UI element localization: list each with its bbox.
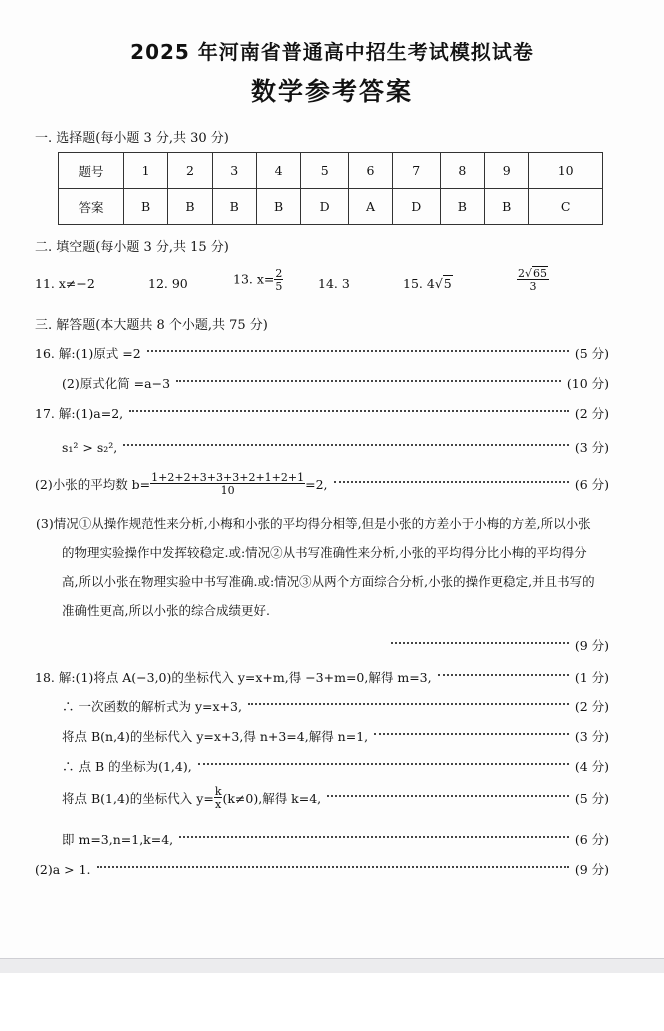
table-cell: D [392,189,440,225]
leader-dots [147,350,569,352]
coefficient: 2 [518,267,525,280]
table-cell: 6 [349,153,393,189]
fraction-numerator: k [214,785,222,798]
table-cell: 9 [485,153,529,189]
solution-text: s₁² > s₂², [62,439,118,455]
leader-dots [374,733,569,735]
section-choice-heading: 一. 选择题(每小题 3 分,共 30 分) [35,131,229,146]
fraction-denominator: x [215,798,222,811]
score-label: (2 分) [574,406,609,421]
radicand: 5 [443,276,452,291]
table-cell: D [301,189,349,225]
table-cell: B [440,189,484,225]
fraction [517,268,549,292]
score-label: (3 分) [574,729,609,744]
leader-dots [334,481,569,483]
fraction-denominator: 5 [275,280,283,293]
page-title: 2025 年河南省普通高中招生考试模拟试卷 [130,40,534,64]
solution-line [62,757,609,775]
solution-line [62,830,609,848]
solution-text: 即 m=3,n=1,k=4, [62,832,174,847]
fraction-numerator: 2 [275,267,283,280]
fill-answer-15-prefix: 15. 4 [403,276,435,291]
fraction-denominator: 3 [529,280,537,293]
fraction-denominator: 10 [220,484,235,497]
fraction [214,786,223,810]
solution-text: 17. 解:(1)a=2, [35,406,124,421]
table-header-cell: 题号 [59,153,124,189]
choice-answer-table [58,152,603,225]
table-header-cell: 答案 [59,189,124,225]
score-label: (2 分) [574,699,609,714]
table-cell: B [256,189,300,225]
solution-line [35,668,609,686]
score-label: (9 分) [574,638,609,653]
leader-dots [179,836,569,838]
table-cell: A [349,189,393,225]
fill-answer-11: 11. x≠−2 [35,276,95,291]
leader-dots [176,380,561,382]
score-label: (10 分) [566,376,609,391]
score-label: (3 分) [574,440,609,455]
table-cell: B [124,189,168,225]
score-label: (6 分) [574,477,609,492]
solution-text: 将点 B(1,4)的坐标代入 y= [62,791,214,806]
fraction [150,472,305,496]
leader-dots [327,795,569,797]
fill-answer-16 [517,268,549,292]
solution-line [35,472,609,496]
table-cell: 10 [529,153,603,189]
leader-dots [391,642,569,644]
solution-text: =2, [305,476,328,492]
section-solution-heading: 三. 解答题(本大题共 8 个小题,共 75 分) [35,318,268,333]
leader-dots [123,444,569,446]
leader-dots [438,674,569,676]
solution-text: 16. 解:(1)原式 =2 [35,346,141,361]
table-cell: 8 [440,153,484,189]
solution-text: (2)原式化简 =a−3 [62,376,171,391]
table-cell: B [212,189,256,225]
fill-answer-13-prefix: 13. x= [233,271,275,287]
score-label: (1 分) [574,670,609,685]
table-cell: C [529,189,603,225]
leader-dots [97,866,569,868]
solution-line [62,727,609,745]
fill-answer-12: 12. 90 [148,276,188,291]
solution-text: (2)a > 1. [35,861,91,877]
solution-paragraph: (3)情况①从操作规范性来分析,小梅和小张的平均得分相等,但是小张的方差小于小梅的方差,所以小张的物理实验操作中发挥较稳定.或:情况②从书写准确性来分析,小张的平均得分比小梅的平均得分高,所以小张在物理实验中书写准确.或:情况③从两个方面综合分析,小张的操作更稳定,并且书写的准确性更高,所以小张的综合成绩更好. [36,516,595,618]
solution-line [35,344,609,362]
leader-dots [129,410,569,412]
fill-answer-13 [233,268,283,292]
fill-answer-14: 14. 3 [318,276,350,291]
table-cell: 5 [301,153,349,189]
table-cell: 3 [212,153,256,189]
section-fill-heading: 二. 填空题(每小题 3 分,共 15 分) [35,240,229,255]
score-label: (6 分) [574,832,609,847]
table-row-answers [59,189,603,225]
solution-text: 18. 解:(1)将点 A(−3,0)的坐标代入 y=x+m,得 −3+m=0,解得 m=3, [35,670,432,685]
radicand: 65 [533,267,548,280]
table-cell: B [485,189,529,225]
solution-text: (k≠0),解得 k=4, [222,791,322,806]
solution-line [35,404,609,422]
score-label: (4 分) [574,759,609,774]
solution-text: ∴ 点 B 的坐标为(1,4), [62,759,192,774]
solution-line [62,374,609,392]
score-label: (5 分) [574,791,609,806]
table-cell: 2 [168,153,212,189]
solution-text: (2)小张的平均数 b= [35,477,151,492]
leader-dots [198,763,569,765]
table-cell: 7 [392,153,440,189]
score-label: (9 分) [574,862,609,877]
table-cell: B [168,189,212,225]
solution-line [35,860,609,878]
table-row-numbers [59,153,603,189]
sqrt-sign: √ [434,276,443,291]
solution-text: 将点 B(n,4)的坐标代入 y=x+3,得 n+3=4,解得 n=1, [62,729,369,744]
solution-line [62,697,609,715]
fraction [274,268,283,292]
page-subtitle: 数学参考答案 [250,77,413,106]
fill-answer-15 [403,276,453,291]
leader-dots [248,703,569,705]
fraction-numerator: 1+2+2+3+3+3+2+1+2+1 [151,471,305,484]
table-cell: 4 [256,153,300,189]
solution-line [62,438,609,456]
fraction-numerator: 2√65 [518,267,548,280]
table-cell: 1 [124,153,168,189]
solution-text: ∴ 一次函数的解析式为 y=x+3, [62,699,242,714]
score-label: (5 分) [574,346,609,361]
viewer-bottom-bar [0,958,664,973]
solution-line [385,636,609,654]
solution-line [62,786,609,810]
